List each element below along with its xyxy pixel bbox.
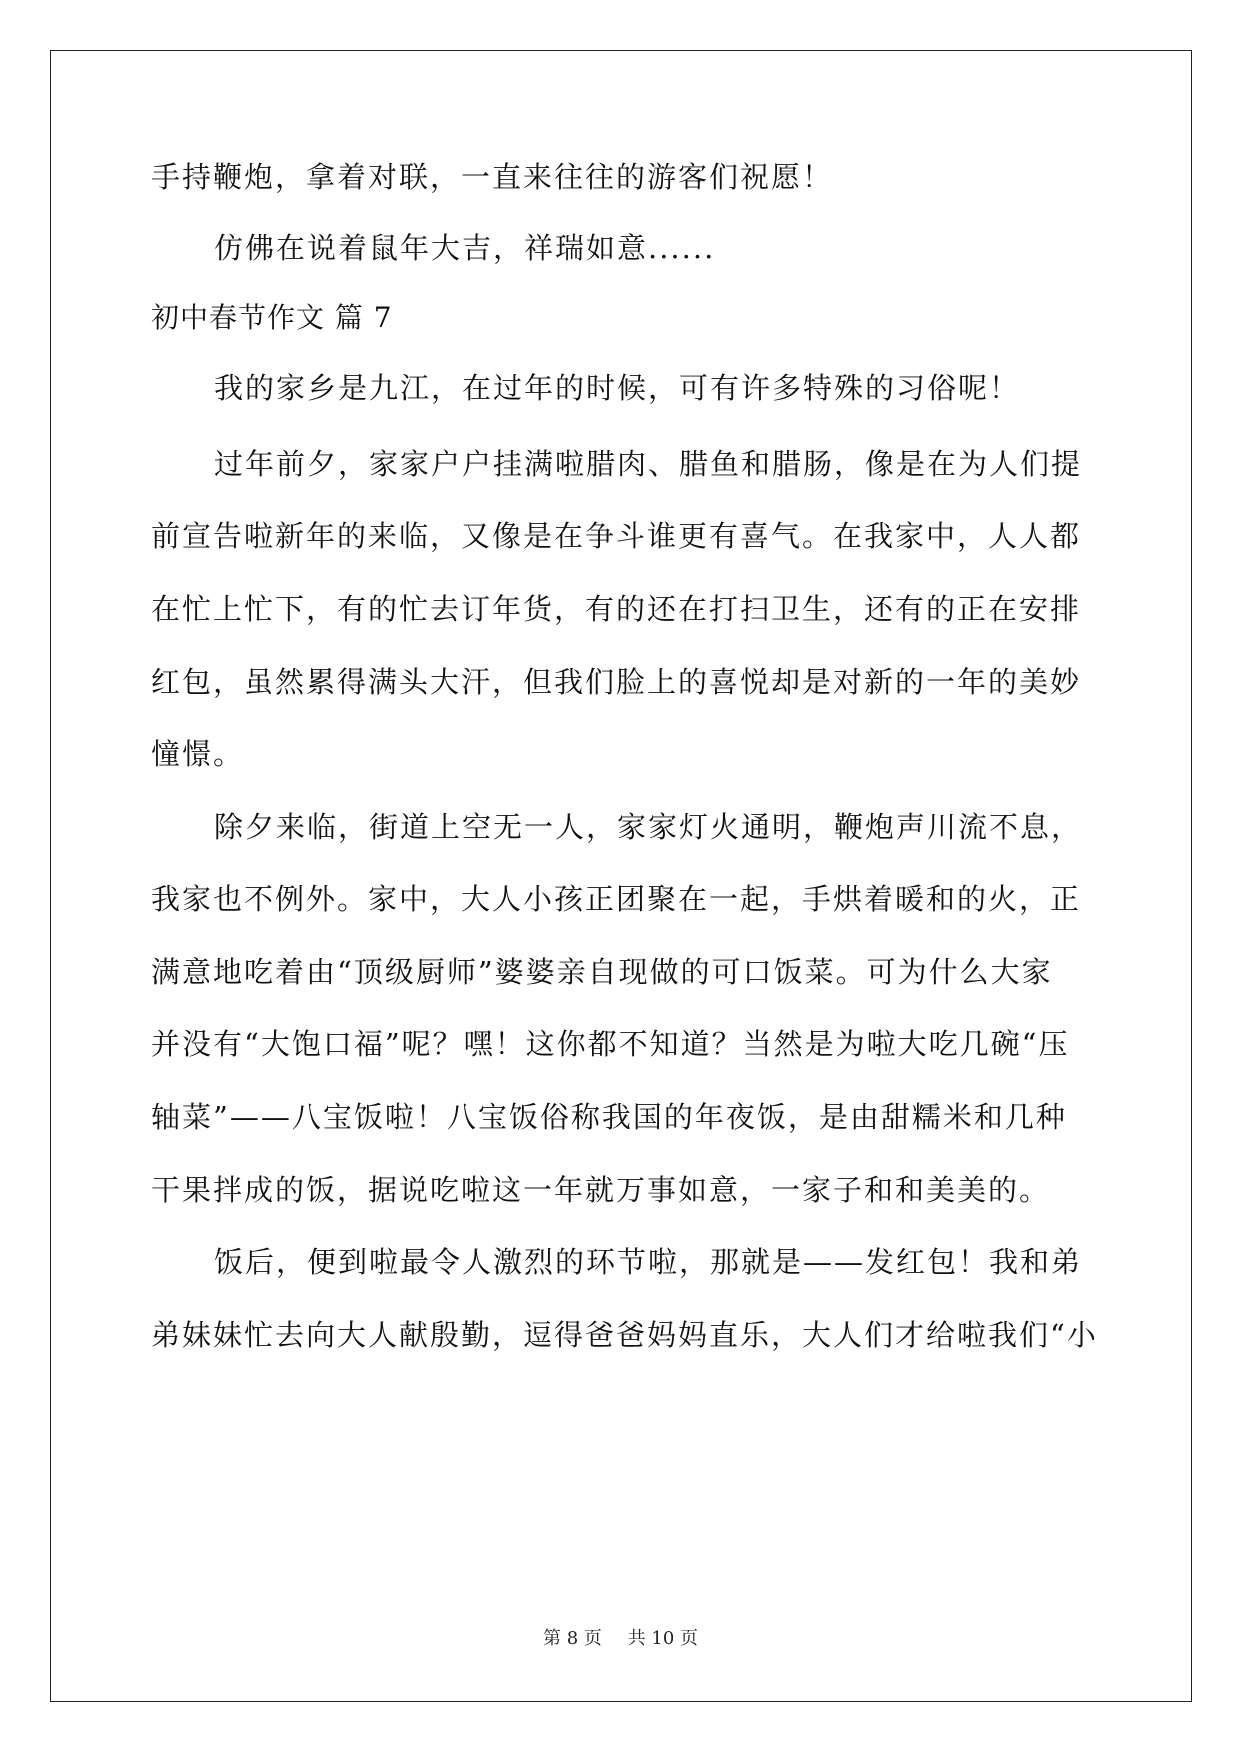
paragraph-line: 饭后，便到啦最令人激烈的环节啦，那就是——发红包！我和弟 <box>214 1245 1083 1279</box>
paragraph-line: 手持鞭炮，拿着对联，一直来往往的游客们祝愿！ <box>151 160 834 194</box>
paragraph-line: 除夕来临，街道上空无一人，家家灯火通明，鞭炮声川流不息， <box>214 810 1083 844</box>
page-footer <box>0 1627 1241 1651</box>
paragraph-line: 前宣告啦新年的来临，又像是在争斗谁更有喜气。在我家中，人人都 <box>151 519 1082 553</box>
section-heading: 初中春节作文 篇 7 <box>151 301 393 334</box>
paragraph-line: 轴菜”——八宝饭啦！八宝饭俗称我国的年夜饭，是由甜糯米和几种 <box>151 1100 1067 1134</box>
paragraph-line: 憧憬。 <box>151 737 245 771</box>
paragraph-line: 过年前夕，家家户户挂满啦腊肉、腊鱼和腊肠，像是在为人们提 <box>214 447 1083 481</box>
paragraph-line: 我的家乡是九江，在过年的时候，可有许多特殊的习俗呢！ <box>214 371 1021 405</box>
paragraph-line: 干果拌成的饭，据说吃啦这一年就万事如意，一家子和和美美的。 <box>151 1173 1051 1207</box>
paragraph-line: 红包，虽然累得满头大汗，但我们脸上的喜悦却是对新的一年的美妙 <box>151 665 1082 699</box>
paragraph-line: 在忙上忙下，有的忙去订年货，有的还在打扫卫生，还有的正在安排 <box>151 592 1082 626</box>
paragraph-line: 我家也不例外。家中，大人小孩正团聚在一起，手烘着暖和的火，正 <box>151 882 1082 916</box>
page-number-total: 共 10 页 <box>627 1628 698 1649</box>
paragraph-line: 并没有“大饱口福”呢？嘿！这你都不知道？当然是为啦大吃几碗“压 <box>151 1027 1070 1061</box>
paragraph-line: 满意地吃着由“顶级厨师”婆婆亲自现做的可口饭菜。可为什么大家 <box>151 955 1053 989</box>
paragraph-line: 仿佛在说着鼠年大吉，祥瑞如意...... <box>214 231 716 265</box>
paragraph-line: 弟妹妹忙去向大人献殷勤，逗得爸爸妈妈直乐，大人们才给啦我们“小 <box>151 1318 1098 1352</box>
page-number-current: 第 8 页 <box>543 1628 602 1649</box>
